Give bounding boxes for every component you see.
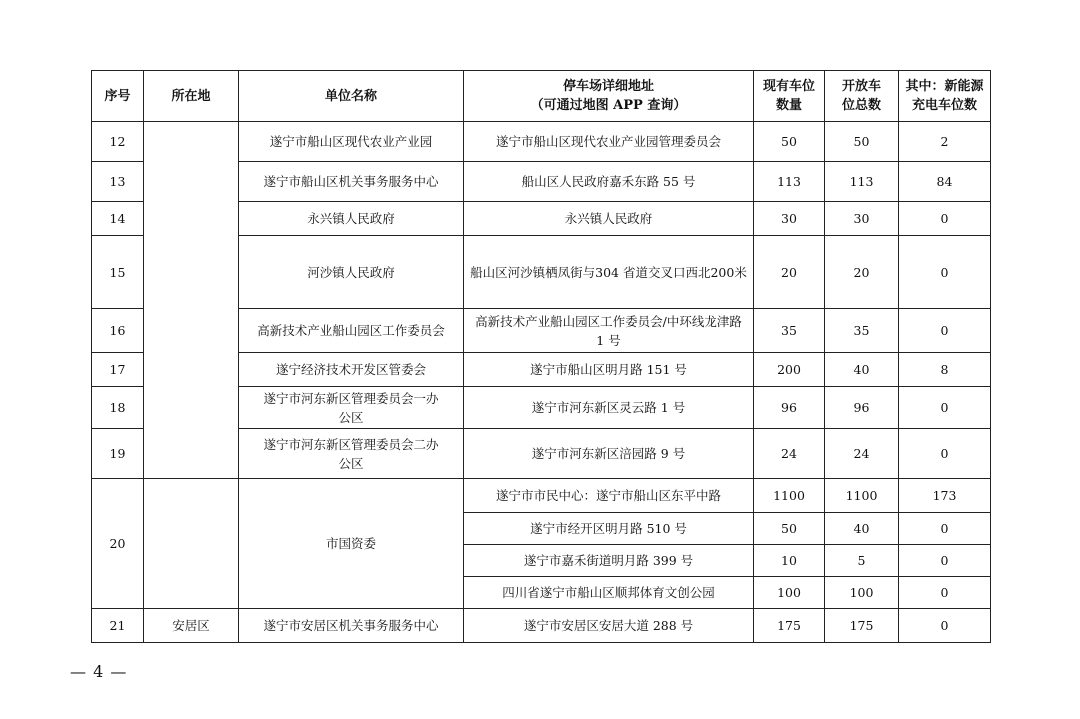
cell-ev: 84 (899, 162, 991, 202)
cell-open: 175 (825, 609, 899, 643)
cell-open: 50 (825, 122, 899, 162)
parking-table (91, 70, 991, 643)
cell-current: 35 (754, 309, 825, 353)
cell-open: 100 (825, 577, 899, 609)
cell-seq: 18 (92, 387, 144, 429)
cell-ev: 0 (899, 429, 991, 479)
header-current-line1: 现有车位 (762, 79, 815, 94)
cell-current: 50 (754, 513, 825, 545)
cell-open: 96 (825, 387, 899, 429)
header-current-line2: 数量 (775, 98, 802, 113)
cell-seq: 21 (92, 609, 144, 643)
cell-address: 遂宁市经开区明月路 510 号 (464, 513, 754, 545)
cell-open: 20 (825, 236, 899, 309)
cell-unit: 遂宁市船山区现代农业产业园 (239, 122, 464, 162)
cell-ev: 2 (899, 122, 991, 162)
cell-current: 113 (754, 162, 825, 202)
cell-address: 四川省遂宁市船山区顺邦体育文创公园 (464, 577, 754, 609)
cell-seq: 16 (92, 309, 144, 353)
cell-location: 安居区 (144, 609, 239, 643)
cell-ev: 0 (899, 577, 991, 609)
table-row (92, 479, 991, 513)
cell-unit: 遂宁市船山区机关事务服务中心 (239, 162, 464, 202)
header-address-line1: 停车场详细地址 (562, 79, 654, 94)
cell-current: 20 (754, 236, 825, 309)
cell-ev: 0 (899, 202, 991, 236)
cell-seq: 13 (92, 162, 144, 202)
cell-unit: 遂宁市河东新区管理委员会二办公区 (239, 429, 464, 479)
cell-current: 30 (754, 202, 825, 236)
cell-seq: 12 (92, 122, 144, 162)
cell-address: 遂宁市船山区明月路 151 号 (464, 353, 754, 387)
header-address-line2: （可通过地图 APP 查询） (530, 98, 687, 113)
cell-unit: 河沙镇人民政府 (239, 236, 464, 309)
cell-current: 175 (754, 609, 825, 643)
cell-unit: 永兴镇人民政府 (239, 202, 464, 236)
cell-current: 100 (754, 577, 825, 609)
cell-address: 船山区河沙镇栖凤街与304 省道交叉口西北200米 (464, 236, 754, 309)
cell-current: 50 (754, 122, 825, 162)
cell-current: 96 (754, 387, 825, 429)
table-row (92, 122, 991, 162)
header-seq: 序号 (92, 71, 144, 122)
cell-ev: 0 (899, 513, 991, 545)
header-ev (899, 71, 991, 122)
cell-open: 24 (825, 429, 899, 479)
cell-location-merged (144, 122, 239, 479)
header-unit: 单位名称 (239, 71, 464, 122)
header-open-line2: 位总数 (841, 98, 881, 113)
cell-unit: 市国资委 (239, 479, 464, 609)
cell-unit: 遂宁市安居区机关事务服务中心 (239, 609, 464, 643)
header-ev-line1: 其中：新能源 (905, 79, 984, 94)
cell-open: 30 (825, 202, 899, 236)
cell-seq: 17 (92, 353, 144, 387)
cell-ev: 0 (899, 609, 991, 643)
cell-ev: 0 (899, 309, 991, 353)
cell-open: 40 (825, 353, 899, 387)
cell-ev: 8 (899, 353, 991, 387)
cell-open: 1100 (825, 479, 899, 513)
cell-unit: 高新技术产业船山园区工作委员会 (239, 309, 464, 353)
cell-address: 遂宁市河东新区灵云路 1 号 (464, 387, 754, 429)
cell-current: 10 (754, 545, 825, 577)
cell-address: 永兴镇人民政府 (464, 202, 754, 236)
cell-seq: 19 (92, 429, 144, 479)
cell-open: 40 (825, 513, 899, 545)
cell-address: 遂宁市河东新区涪园路 9 号 (464, 429, 754, 479)
cell-address: 船山区人民政府嘉禾东路 55 号 (464, 162, 754, 202)
header-ev-line2: 充电车位数 (911, 98, 977, 113)
cell-unit: 遂宁市河东新区管理委员会一办公区 (239, 387, 464, 429)
cell-open: 113 (825, 162, 899, 202)
header-address (464, 71, 754, 122)
cell-current: 24 (754, 429, 825, 479)
cell-address: 遂宁市船山区现代农业产业园管理委员会 (464, 122, 754, 162)
cell-ev: 0 (899, 387, 991, 429)
cell-address: 高新技术产业船山园区工作委员会/中环线龙津路 1 号 (464, 309, 754, 353)
cell-ev: 0 (899, 236, 991, 309)
cell-location-empty (144, 479, 239, 609)
cell-open: 35 (825, 309, 899, 353)
header-open-line1: 开放车 (841, 79, 881, 94)
header-current (754, 71, 825, 122)
cell-address: 遂宁市嘉禾街道明月路 399 号 (464, 545, 754, 577)
cell-unit: 遂宁经济技术开发区管委会 (239, 353, 464, 387)
cell-address: 遂宁市市民中心：遂宁市船山区东平中路 (464, 479, 754, 513)
cell-address: 遂宁市安居区安居大道 288 号 (464, 609, 754, 643)
header-open (825, 71, 899, 122)
cell-current: 200 (754, 353, 825, 387)
page-number: — 4 — (70, 662, 128, 681)
cell-ev: 173 (899, 479, 991, 513)
cell-seq: 15 (92, 236, 144, 309)
cell-seq: 20 (92, 479, 144, 609)
table-row (92, 609, 991, 643)
header-row (92, 71, 991, 122)
header-location: 所在地 (144, 71, 239, 122)
cell-ev: 0 (899, 545, 991, 577)
cell-open: 5 (825, 545, 899, 577)
cell-seq: 14 (92, 202, 144, 236)
cell-current: 1100 (754, 479, 825, 513)
